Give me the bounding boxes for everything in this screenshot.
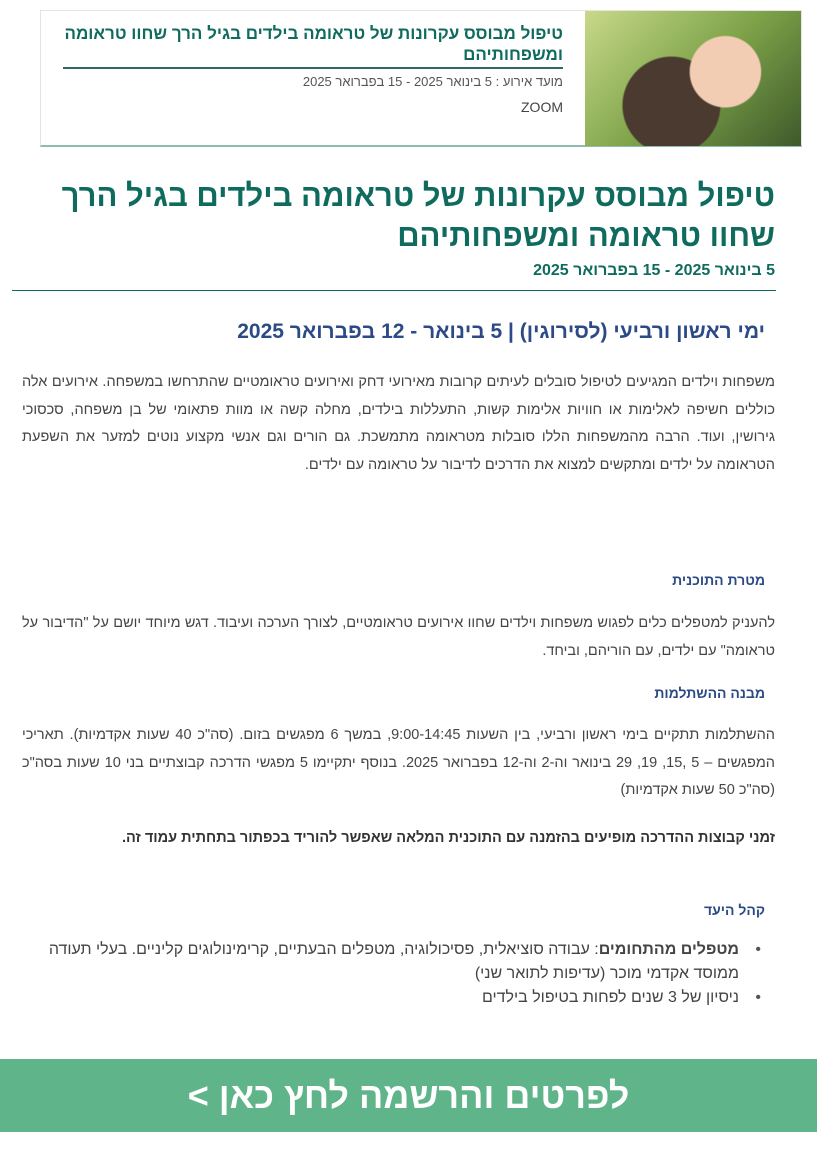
page-title: טיפול מבוסס עקרונות של טראומה בילדים בגיל הרך שחוו טראומה ומשפחותיהם — [61, 178, 775, 253]
intro-text: משפחות וילדים המגיעים לטיפול סובלים לעיתים קרובות מאירועי דחק ואירועים טראומטיים שהתרחשו במשפחה. אירועים אלה כוללים חשיפה לאלימות או חוויות אלימות קשות, התעללות בילדים, מחלה קשה או מוות פתאומי של בן משפחה, סכסוכי גירושין, ועוד. הרבה מהמשפחות הללו סובלות מטראומה מתמשכת. גם הורים וגם אנשי מקצוע נוטים למזער את השפעת הטראומה על ילדים ומתקשים למצוא את הדרכים לדיבור על טראומה עם ילדים. — [22, 374, 775, 473]
list-item — [22, 986, 765, 1010]
event-card-date: מועד אירוע : 5 בינואר 2025 - 15 בפברואר 2025 — [302, 74, 563, 89]
list-item-bold: מטפלים מהתחומים — [598, 941, 739, 958]
date-range: 5 בינואר 2025 - 15 בפברואר 2025 — [533, 262, 775, 279]
schedule-heading: ימי ראשון ורביעי (לסירוגין) | 5 בינואר - 12 בפברואר 2025 — [237, 320, 765, 343]
structure-text: ההשתלמות תתקיים בימי ראשון ורביעי, בין השעות 9:00-14:45, במשך 6 מפגשים בזום. (סה"כ 40 שעות אקדמיות). תאריכי המפגשים – 5 ,15, 19, 29 בינואר וה-2 וה-12 בפברואר 2025. בנוסף יתקיימו 5 מפגשי הדרכה קבוצתיים בני 10 שעות בסה"כ (סה"כ 50 שעות אקדמיות) — [22, 727, 775, 798]
list-item-text: : עבודה סוציאלית, פסיכולוגיה, מטפלים הבעתיים, קרימינולוגים קליניים. בעלי תעודה ממוסד אקדמי מוכר (עדיפות לתואר שני) — [48, 941, 739, 982]
list-item — [22, 938, 765, 986]
register-button[interactable]: לפרטים והרשמה לחץ כאן > — [0, 1059, 817, 1132]
event-card[interactable] — [40, 10, 802, 147]
divider — [12, 290, 776, 291]
event-card-title[interactable]: טיפול מבוסס עקרונות של טראומה בילדים בגיל הרך שחוו טראומה ומשפחותיהם — [63, 23, 563, 69]
structure-heading: מבנה ההשתלמות — [654, 685, 765, 701]
list-item-text: ניסיון של 3 שנים לפחות בטיפול בילדים — [481, 989, 739, 1006]
event-image — [585, 11, 801, 146]
goal-text: להעניק למטפלים כלים לפגוש משפחות וילדים שחוו אירועים טראומטיים, לצורך הערכה ועיבוד. דגש מיוחד יושם על "הדיבור על טראומה" עם ילדים, עם הוריהם, וביחד. — [22, 615, 775, 659]
structure-note: זמני קבוצות ההדרכה מופיעים בהזמנה עם התוכנית המלאה שאפשר להוריד בכפתור בתחתית עמוד זה. — [121, 830, 775, 846]
goal-heading: מטרת התוכנית — [672, 572, 765, 588]
event-card-location: ZOOM — [521, 99, 563, 115]
audience-heading: קהל היעד — [704, 902, 765, 918]
audience-list — [22, 938, 765, 1010]
